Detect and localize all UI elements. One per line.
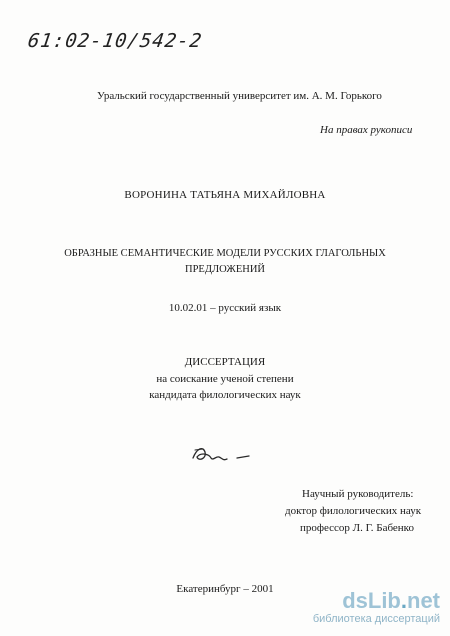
advisor-name: профессор Л. Г. Бабенко (300, 522, 414, 534)
watermark-dot: . (400, 588, 407, 613)
watermark-subtitle: библиотека диссертаций (312, 613, 440, 625)
degree-line-1: на соискание ученой степени (156, 373, 294, 385)
watermark-brand (313, 590, 440, 612)
dslib-watermark[interactable] (313, 590, 440, 625)
rights-note: На правах рукописи (320, 124, 413, 136)
city-year: Екатеринбург – 2001 (176, 583, 274, 595)
handwritten-signature (189, 440, 259, 470)
handwritten-catalog-code: 61:02-10/542-2 (26, 30, 204, 52)
document-type: ДИССЕРТАЦИЯ (184, 356, 266, 368)
watermark-brand-suffix: net (407, 588, 440, 613)
author-name: ВОРОНИНА ТАТЬЯНА МИХАЙЛОВНА (124, 189, 326, 201)
watermark-brand-prefix: dsLib (342, 588, 401, 613)
dissertation-title-line-2: ПРЕДЛОЖЕНИЙ (184, 264, 265, 275)
institution-name: Уральский государственный университет им. А. М. Горького (97, 90, 382, 102)
advisor-degree: доктор филологических наук (285, 505, 422, 517)
dissertation-title-line-1: ОБРАЗНЫЕ СЕМАНТИЧЕСКИЕ МОДЕЛИ РУССКИХ ГЛАГОЛЬНЫХ (64, 248, 386, 259)
specialty-code: 10.02.01 – русский язык (168, 302, 282, 314)
degree-line-2: кандидата филологических наук (149, 389, 301, 401)
advisor-label: Научный руководитель: (302, 488, 414, 500)
